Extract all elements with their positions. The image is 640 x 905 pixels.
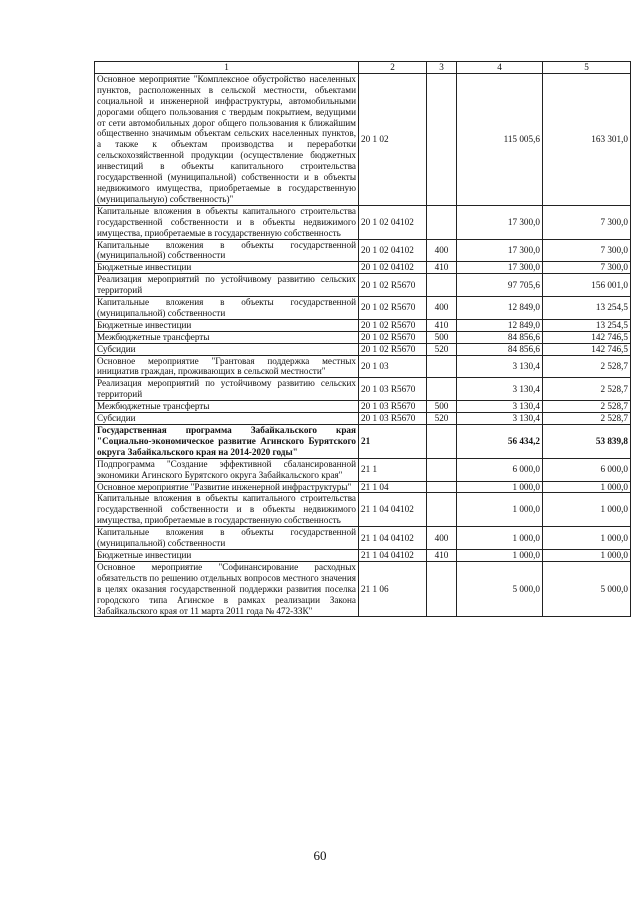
row-amount-year2-cell: 13 254,5	[543, 297, 631, 320]
row-amount-year2-cell: 2 528,7	[543, 413, 631, 425]
row-name-cell: Капитальные вложения в объекты государственной (муниципальной) собственности	[95, 297, 359, 320]
row-amount-year1-cell: 12 849,0	[457, 319, 543, 331]
table-header-row	[95, 62, 631, 74]
row-amount-year1-cell: 1 000,0	[457, 481, 543, 493]
table-row	[95, 274, 631, 297]
table-row	[95, 378, 631, 401]
table-row	[95, 425, 631, 459]
table-row	[95, 413, 631, 425]
row-name-cell: Основное мероприятие "Софинансирование расходных обязательств по решению отдельных вопросов местного значения в целях оказания государственной поддержки развития поселка городского типа Агинское в рамках реализации Закона Забайкальского края от 11 марта 2011 года № 472-ЗЗК"	[95, 561, 359, 617]
row-name-cell: Межбюджетные трансферты	[95, 331, 359, 343]
row-amount-year1-cell: 56 434,2	[457, 425, 543, 459]
row-code-cell: 20 1 02 R5670	[359, 274, 427, 297]
row-name-cell: Реализация мероприятий по устойчивому развитию сельских территорий	[95, 378, 359, 401]
row-code-cell: 21 1 04 04102	[359, 549, 427, 561]
page-number: 60	[313, 848, 327, 863]
row-expense-type-cell	[427, 561, 457, 617]
row-name-cell: Капитальные вложения в объекты капитального строительства государственной собственности и в объекты недвижимого имущества, приобретаемые в государственную собственность	[95, 205, 359, 239]
row-amount-year1-cell: 97 705,6	[457, 274, 543, 297]
row-amount-year2-cell: 7 300,0	[543, 205, 631, 239]
row-amount-year1-cell: 115 005,6	[457, 73, 543, 205]
row-expense-type-cell: 500	[427, 331, 457, 343]
row-name-cell: Капитальные вложения в объекты государственной (муниципальной) собственности	[95, 239, 359, 262]
row-amount-year1-cell: 6 000,0	[457, 458, 543, 481]
row-amount-year1-cell: 3 130,4	[457, 401, 543, 413]
table-row	[95, 297, 631, 320]
budget-table	[94, 61, 631, 617]
row-amount-year1-cell: 12 849,0	[457, 297, 543, 320]
table-row	[95, 355, 631, 378]
row-name-cell: Основное мероприятие "Грантовая поддержка местных инициатив граждан, проживающих в сельской местности"	[95, 355, 359, 378]
row-amount-year2-cell: 5 000,0	[543, 561, 631, 617]
row-expense-type-cell	[427, 493, 457, 527]
column-header: 2	[359, 62, 427, 74]
row-code-cell: 21 1 04 04102	[359, 493, 427, 527]
row-amount-year1-cell: 1 000,0	[457, 549, 543, 561]
row-name-cell: Капитальные вложения в объекты государственной (муниципальной) собственности	[95, 527, 359, 550]
row-expense-type-cell	[427, 205, 457, 239]
row-name-cell: Межбюджетные трансферты	[95, 401, 359, 413]
row-name-cell: Бюджетные инвестиции	[95, 549, 359, 561]
row-expense-type-cell: 410	[427, 262, 457, 274]
row-expense-type-cell	[427, 355, 457, 378]
row-name-cell: Основное мероприятие "Комплексное обустройство населенных пунктов, расположенных в сельской местности, объектами социальной и инженерной инфраструктуры, автомобильными дорогами общего пользования с твердым покрытием, ведущими от сети автомобильных дорог общего пользования к ближайшим общественно значимым объектам сельских населенных пунктов, а также к объектам производства и переработки сельскохозяйственной продукции (осуществление бюджетных инвестиций в объекты капитального строительства государственной (муниципальной) собственности и в объекты недвижимого имущества, приобретаемые в государственную (муниципальную) собственность)"	[95, 73, 359, 205]
table-row	[95, 343, 631, 355]
row-amount-year2-cell: 7 300,0	[543, 262, 631, 274]
row-amount-year2-cell: 2 528,7	[543, 378, 631, 401]
row-amount-year2-cell: 2 528,7	[543, 401, 631, 413]
column-header: 3	[427, 62, 457, 74]
row-expense-type-cell: 520	[427, 413, 457, 425]
row-name-cell: Реализация мероприятий по устойчивому развитию сельских территорий	[95, 274, 359, 297]
row-code-cell: 20 1 02 04102	[359, 205, 427, 239]
row-amount-year1-cell: 1 000,0	[457, 527, 543, 550]
column-header: 1	[95, 62, 359, 74]
row-code-cell: 20 1 02 04102	[359, 239, 427, 262]
column-header: 5	[543, 62, 631, 74]
row-amount-year1-cell: 84 856,6	[457, 343, 543, 355]
row-code-cell: 20 1 03	[359, 355, 427, 378]
table-row	[95, 481, 631, 493]
row-code-cell: 21 1 04	[359, 481, 427, 493]
row-amount-year2-cell: 156 001,0	[543, 274, 631, 297]
row-code-cell: 21	[359, 425, 427, 459]
table-row	[95, 401, 631, 413]
table-row	[95, 549, 631, 561]
row-name-cell: Субсидии	[95, 413, 359, 425]
row-amount-year2-cell: 142 746,5	[543, 343, 631, 355]
row-expense-type-cell	[427, 73, 457, 205]
row-amount-year2-cell: 1 000,0	[543, 527, 631, 550]
row-code-cell: 20 1 03 R5670	[359, 413, 427, 425]
row-amount-year1-cell: 3 130,4	[457, 355, 543, 378]
row-name-cell: Бюджетные инвестиции	[95, 262, 359, 274]
table-body	[95, 73, 631, 617]
table-row	[95, 561, 631, 617]
row-name-cell: Субсидии	[95, 343, 359, 355]
row-expense-type-cell: 520	[427, 343, 457, 355]
row-amount-year1-cell: 1 000,0	[457, 493, 543, 527]
row-amount-year2-cell: 2 528,7	[543, 355, 631, 378]
row-code-cell: 21 1 06	[359, 561, 427, 617]
table-row	[95, 331, 631, 343]
row-expense-type-cell: 500	[427, 401, 457, 413]
row-code-cell: 20 1 02 R5670	[359, 331, 427, 343]
table-row	[95, 262, 631, 274]
row-amount-year2-cell: 53 839,8	[543, 425, 631, 459]
row-amount-year2-cell: 163 301,0	[543, 73, 631, 205]
row-code-cell: 21 1	[359, 458, 427, 481]
table-row	[95, 73, 631, 205]
row-amount-year2-cell: 1 000,0	[543, 549, 631, 561]
table-row	[95, 239, 631, 262]
row-code-cell: 20 1 03 R5670	[359, 378, 427, 401]
table-row	[95, 458, 631, 481]
row-amount-year2-cell: 1 000,0	[543, 493, 631, 527]
row-name-cell: Государственная программа Забайкальского края "Социально-экономическое развитие Агинского Бурятского округа Забайкальского края на 2014-2020 годы"	[95, 425, 359, 459]
row-expense-type-cell: 410	[427, 319, 457, 331]
row-name-cell: Капитальные вложения в объекты капитального строительства государственной собственности и в объекты недвижимого имущества, приобретаемые в государственную собственность	[95, 493, 359, 527]
row-amount-year2-cell: 142 746,5	[543, 331, 631, 343]
row-expense-type-cell	[427, 425, 457, 459]
row-code-cell: 20 1 02 R5670	[359, 343, 427, 355]
row-amount-year1-cell: 17 300,0	[457, 239, 543, 262]
table-row	[95, 527, 631, 550]
row-expense-type-cell	[427, 458, 457, 481]
row-amount-year1-cell: 3 130,4	[457, 378, 543, 401]
row-name-cell: Подпрограмма "Создание эффективной сбалансированной экономики Агинского Бурятского округа Забайкальского края"	[95, 458, 359, 481]
row-expense-type-cell: 400	[427, 527, 457, 550]
row-code-cell: 21 1 04 04102	[359, 527, 427, 550]
row-code-cell: 20 1 02	[359, 73, 427, 205]
row-amount-year1-cell: 3 130,4	[457, 413, 543, 425]
row-expense-type-cell	[427, 274, 457, 297]
column-header: 4	[457, 62, 543, 74]
row-expense-type-cell: 400	[427, 239, 457, 262]
row-name-cell: Бюджетные инвестиции	[95, 319, 359, 331]
row-amount-year1-cell: 84 856,6	[457, 331, 543, 343]
row-code-cell: 20 1 02 R5670	[359, 297, 427, 320]
row-expense-type-cell: 400	[427, 297, 457, 320]
row-expense-type-cell	[427, 378, 457, 401]
row-code-cell: 20 1 03 R5670	[359, 401, 427, 413]
row-expense-type-cell: 410	[427, 549, 457, 561]
row-code-cell: 20 1 02 R5670	[359, 319, 427, 331]
row-amount-year1-cell: 5 000,0	[457, 561, 543, 617]
row-code-cell: 20 1 02 04102	[359, 262, 427, 274]
table-row	[95, 205, 631, 239]
table-row	[95, 319, 631, 331]
table-row	[95, 493, 631, 527]
row-amount-year2-cell: 6 000,0	[543, 458, 631, 481]
row-amount-year2-cell: 13 254,5	[543, 319, 631, 331]
row-amount-year2-cell: 7 300,0	[543, 239, 631, 262]
row-amount-year2-cell: 1 000,0	[543, 481, 631, 493]
row-amount-year1-cell: 17 300,0	[457, 262, 543, 274]
row-amount-year1-cell: 17 300,0	[457, 205, 543, 239]
row-expense-type-cell	[427, 481, 457, 493]
row-name-cell: Основное мероприятие "Развитие инженерной инфраструктуры"	[95, 481, 359, 493]
